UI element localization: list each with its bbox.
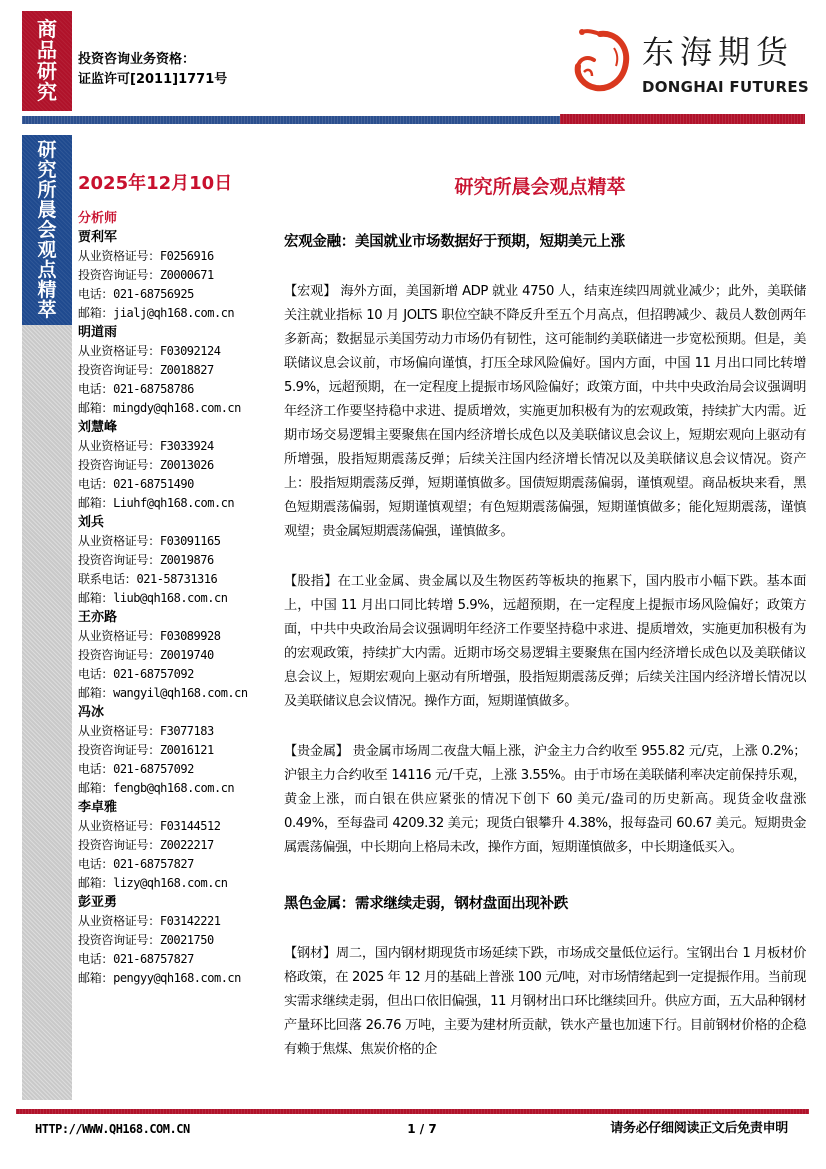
- analyst-heading: 分析师: [78, 211, 118, 226]
- footer-website-link[interactable]: HTTP://WWW.QH168.COM.CN: [35, 1122, 190, 1136]
- qualification-line-1: 投资咨询业务资格：: [78, 52, 196, 67]
- analyst-name: 刘兵: [78, 515, 105, 530]
- vertical-title-char: 所: [37, 179, 57, 201]
- detail-label: 邮箱：: [78, 971, 114, 985]
- analyst-name: 李卓雅: [78, 800, 118, 815]
- report-date: 2025年12月10日: [78, 173, 233, 194]
- detail-label: 从业资格证号：: [78, 534, 160, 548]
- detail-label: 投资咨询证号：: [78, 743, 160, 757]
- detail-value: 021-68756925: [113, 287, 194, 301]
- email-link[interactable]: liub@qh168.com.cn: [113, 591, 228, 605]
- vertical-title-char: 究: [37, 159, 57, 181]
- detail-value: F03089928: [159, 629, 221, 643]
- paragraph-macro: [284, 280, 806, 544]
- analyst-detail-line: [78, 266, 278, 285]
- analyst-name: 贾利军: [78, 230, 118, 245]
- analyst-detail-line: [78, 722, 278, 741]
- analyst-entry: [78, 893, 278, 988]
- detail-label: 邮箱：: [78, 591, 114, 605]
- footer-rule: [16, 1109, 809, 1114]
- analyst-detail-line: [78, 665, 278, 684]
- analyst-detail-line: [78, 342, 278, 361]
- analyst-detail-line: [78, 741, 278, 760]
- email-link[interactable]: jialj@qh168.com.cn: [113, 306, 235, 320]
- paragraph-tag: 【贵金属】: [284, 744, 349, 759]
- detail-label: 电话：: [78, 762, 114, 776]
- analyst-name: 刘慧峰: [78, 420, 118, 435]
- detail-value: F3033924: [159, 439, 214, 453]
- detail-value: Z0018827: [159, 363, 214, 377]
- detail-label: 投资咨询证号：: [78, 838, 160, 852]
- category-char: 研: [37, 59, 57, 83]
- detail-value: Z0021750: [159, 933, 214, 947]
- vertical-title-char: 研: [37, 139, 57, 161]
- detail-label: 邮箱：: [78, 781, 114, 795]
- dragon-logo-icon: [570, 28, 634, 94]
- analyst-detail-line: [78, 874, 278, 893]
- vertical-title-char: 萃: [37, 299, 57, 321]
- detail-label: 投资咨询证号：: [78, 553, 160, 567]
- category-char: 究: [37, 80, 57, 104]
- detail-label: 投资咨询证号：: [78, 363, 160, 377]
- analyst-detail-line: [78, 589, 278, 608]
- page-title: 研究所晨会观点精萃: [454, 176, 626, 198]
- analyst-detail-line: [78, 551, 278, 570]
- main-content: [284, 232, 806, 1084]
- analyst-name: 冯冰: [78, 705, 105, 720]
- analyst-name: 明道雨: [78, 325, 118, 340]
- category-char: 商: [37, 17, 57, 41]
- detail-label: 从业资格证号：: [78, 819, 160, 833]
- detail-label: 电话：: [78, 952, 114, 966]
- paragraph-tag: 【钢材】: [284, 946, 336, 961]
- detail-label: 投资咨询证号：: [78, 648, 160, 662]
- vertical-title-char: 会: [37, 219, 57, 241]
- analyst-entry: [78, 323, 278, 418]
- analyst-detail-line: [78, 950, 278, 969]
- analyst-list: [78, 228, 278, 988]
- analyst-detail-line: [78, 817, 278, 836]
- vertical-title-char: 点: [37, 259, 57, 281]
- analyst-detail-line: [78, 779, 278, 798]
- paragraph-tag: 【宏观】: [284, 284, 337, 299]
- detail-label: 邮箱：: [78, 876, 114, 890]
- paragraph-text: 周二，国内钢材期现货市场延续下跌，市场成交量低位运行。宝钢出台 1 月板材价格政策，在 2025 年 12 月的基础上普涨 100 元/吨，对市场情绪起到一定提振作用。当前现实需求继续走弱，但出口依旧偏强，11 月钢材出口环比继续回升。供应方面，五大品种钢材产量环比回落 26.76 万吨，主要为建材所贡献，铁水产量也加速下行。目前钢材价格的企稳有赖于焦煤、焦炭价格的企: [284, 946, 806, 1057]
- paragraph-tag: 【股指】: [284, 574, 338, 589]
- analyst-detail-line: [78, 646, 278, 665]
- detail-label: 投资咨询证号：: [78, 268, 160, 282]
- analyst-name: 王亦路: [78, 610, 118, 625]
- paragraph-stock-index: [284, 570, 806, 714]
- analyst-detail-line: [78, 855, 278, 874]
- detail-value: F03092124: [159, 344, 221, 358]
- logo-english-name: DONGHAI FUTURES: [642, 78, 809, 96]
- detail-label: 电话：: [78, 287, 114, 301]
- section-heading-macro: 宏观金融：美国就业市场数据好于预期，短期美元上涨: [284, 234, 625, 250]
- header-rule-blue: [22, 116, 560, 124]
- analyst-detail-line: [78, 380, 278, 399]
- sidebar-vertical-title: [22, 135, 72, 325]
- vertical-title-char: 晨: [37, 199, 57, 221]
- vertical-title-char: 精: [37, 279, 57, 301]
- detail-value: Z0013026: [159, 458, 214, 472]
- category-badge: [22, 11, 72, 111]
- analyst-detail-line: [78, 456, 278, 475]
- detail-value: 021-68757827: [113, 952, 194, 966]
- page-number: 1 / 7: [407, 1122, 437, 1136]
- email-link[interactable]: wangyil@qh168.com.cn: [113, 686, 248, 700]
- email-link[interactable]: Liuhf@qh168.com.cn: [113, 496, 235, 510]
- email-link[interactable]: fengb@qh168.com.cn: [113, 781, 235, 795]
- detail-value: Z0022217: [159, 838, 214, 852]
- detail-value: F03144512: [159, 819, 221, 833]
- paragraph-text: 在工业金属、贵金属以及生物医药等板块的拖累下，国内股市小幅下跌。基本面上，中国 11 月出口同比转增 5.9%，远超预期，在一定程度上提振市场风险偏好；政策方面，中共中央政治局会议强调明年经济工作要坚持稳中求进、提质增效，实施更加积极有为的宏观政策，持续扩大内需。近期市场交易逻辑主要聚焦在国内经济增长成色以及美联储议息会议上，短期宏观向上驱动有所增强，股指短期震荡反弹；后续关注国内经济增长情况以及美联储议息会议情况。操作方面，短期谨慎做多。: [284, 574, 806, 709]
- analyst-detail-line: [78, 684, 278, 703]
- detail-label: 邮箱：: [78, 401, 114, 415]
- analyst-detail-line: [78, 570, 278, 589]
- analyst-detail-line: [78, 760, 278, 779]
- analyst-detail-line: [78, 475, 278, 494]
- detail-value: 021-68757092: [113, 762, 194, 776]
- vertical-title-char: 观: [37, 239, 57, 261]
- detail-label: 从业资格证号：: [78, 344, 160, 358]
- detail-label: 电话：: [78, 857, 114, 871]
- paragraph-precious-metals: [284, 740, 806, 860]
- analyst-name: 彭亚勇: [78, 895, 118, 910]
- detail-label: 从业资格证号：: [78, 629, 160, 643]
- detail-label: 电话：: [78, 382, 114, 396]
- detail-value: 021-68757827: [113, 857, 194, 871]
- detail-value: Z0019876: [159, 553, 214, 567]
- analyst-detail-line: [78, 494, 278, 513]
- detail-value: F03091165: [159, 534, 221, 548]
- analyst-detail-line: [78, 247, 278, 266]
- analyst-detail-line: [78, 304, 278, 323]
- detail-label: 投资咨询证号：: [78, 933, 160, 947]
- analyst-detail-line: [78, 399, 278, 418]
- detail-value: 021-68757092: [113, 667, 194, 681]
- detail-label: 从业资格证号：: [78, 439, 160, 453]
- detail-label: 邮箱：: [78, 496, 114, 510]
- analyst-detail-line: [78, 437, 278, 456]
- analyst-detail-line: [78, 361, 278, 380]
- email-link[interactable]: mingdy@qh168.com.cn: [113, 401, 241, 415]
- analyst-entry: [78, 798, 278, 893]
- analyst-entry: [78, 703, 278, 798]
- detail-value: 021-68751490: [113, 477, 194, 491]
- paragraph-text: 海外方面，美国新增 ADP 就业 4750 人，结束连续四周就业减少；此外，美联储关注就业指标 10 月 JOLTS 职位空缺不降反升至五个月高点，但招聘减少、裁员人数创两年多新高；数据显示美国劳动力市场仍有韧性，这可能制约美联储进一步宽松预期。但是，美联储议息会议前，市场偏向谨慎，打压全球风险偏好。国内方面，中国 11 月出口同比转增 5.9%，远超预期，在一定程度上提振市场风险偏好；政策方面，中共中央政治局会议强调明年经济工作要坚持稳中求进、提质增效，实施更加积极有为的宏观政策，持续扩大内需。近期市场交易逻辑主要聚焦在国内经济增长成色以及美联储议息会议上，短期宏观向上驱动有所增强，股指短期震荡反弹；后续关注国内经济增长情况以及美联储议息会议情况。资产上：股指短期震荡反弹，短期谨慎做多。国债短期震荡偏弱，谨慎观望。商品板块来看，黑色短期震荡偏弱，短期谨慎观望；有色短期震荡偏强，短期谨慎做多；能化短期震荡，谨慎观望；贵金属短期震荡偏强，谨慎做多。: [284, 284, 806, 539]
- detail-value: 021-68758786: [113, 382, 194, 396]
- analyst-detail-line: [78, 969, 278, 988]
- header-rule-red: [560, 114, 805, 124]
- detail-value: Z0000671: [159, 268, 214, 282]
- analyst-detail-line: [78, 912, 278, 931]
- detail-label: 邮箱：: [78, 306, 114, 320]
- analyst-detail-line: [78, 836, 278, 855]
- email-link[interactable]: lizy@qh168.com.cn: [113, 876, 228, 890]
- detail-label: 从业资格证号：: [78, 724, 160, 738]
- analyst-entry: [78, 608, 278, 703]
- detail-value: Z0019740: [159, 648, 214, 662]
- detail-value: F0256916: [159, 249, 214, 263]
- detail-value: Z0016121: [159, 743, 214, 757]
- analyst-entry: [78, 418, 278, 513]
- company-logo: [570, 28, 810, 102]
- detail-label: 投资咨询证号：: [78, 458, 160, 472]
- analyst-entry: [78, 513, 278, 608]
- analyst-detail-line: [78, 627, 278, 646]
- paragraph-steel: [284, 942, 806, 1062]
- section-heading-ferrous: 黑色金属：需求继续走弱，钢材盘面出现补跌: [284, 896, 568, 912]
- detail-value: F03142221: [159, 914, 221, 928]
- email-link[interactable]: pengyy@qh168.com.cn: [113, 971, 241, 985]
- analyst-detail-line: [78, 931, 278, 950]
- detail-label: 邮箱：: [78, 686, 114, 700]
- detail-label: 电话：: [78, 477, 114, 491]
- detail-label: 联系电话：: [78, 572, 137, 586]
- footer-disclaimer: 请务必仔细阅读正文后免责申明: [610, 1121, 788, 1136]
- qualification-info: [78, 50, 227, 90]
- detail-label: 从业资格证号：: [78, 914, 160, 928]
- logo-chinese-name: 东海期货: [642, 33, 795, 71]
- analyst-detail-line: [78, 532, 278, 551]
- detail-value: F3077183: [159, 724, 214, 738]
- qualification-line-2: 证监许可[2011]1771号: [78, 72, 228, 87]
- sidebar-gray-strip: [22, 325, 72, 1100]
- analyst-detail-line: [78, 285, 278, 304]
- analyst-entry: [78, 228, 278, 323]
- detail-label: 从业资格证号：: [78, 249, 160, 263]
- detail-value: 021-58731316: [136, 572, 218, 586]
- paragraph-text: 贵金属市场周二夜盘大幅上涨，沪金主力合约收至 955.82 元/克，上涨 0.2%；沪银主力合约收至 14116 元/千克，上涨 3.55%。由于市场在美联储利率决定前保持乐观，黄金上涨，而白银在供应紧张的情况下创下 60 美元/盎司的历史新高。现货金收盘涨 0.49%，至每盎司 4209.32 美元；现货白银攀升 4.38%，报每盎司 60.67 美元。短期贵金属震荡偏强，中长期向上格局未改，操作方面，短期谨慎做多，中长期逢低买入。: [284, 744, 806, 855]
- category-char: 品: [37, 38, 57, 62]
- detail-label: 电话：: [78, 667, 114, 681]
